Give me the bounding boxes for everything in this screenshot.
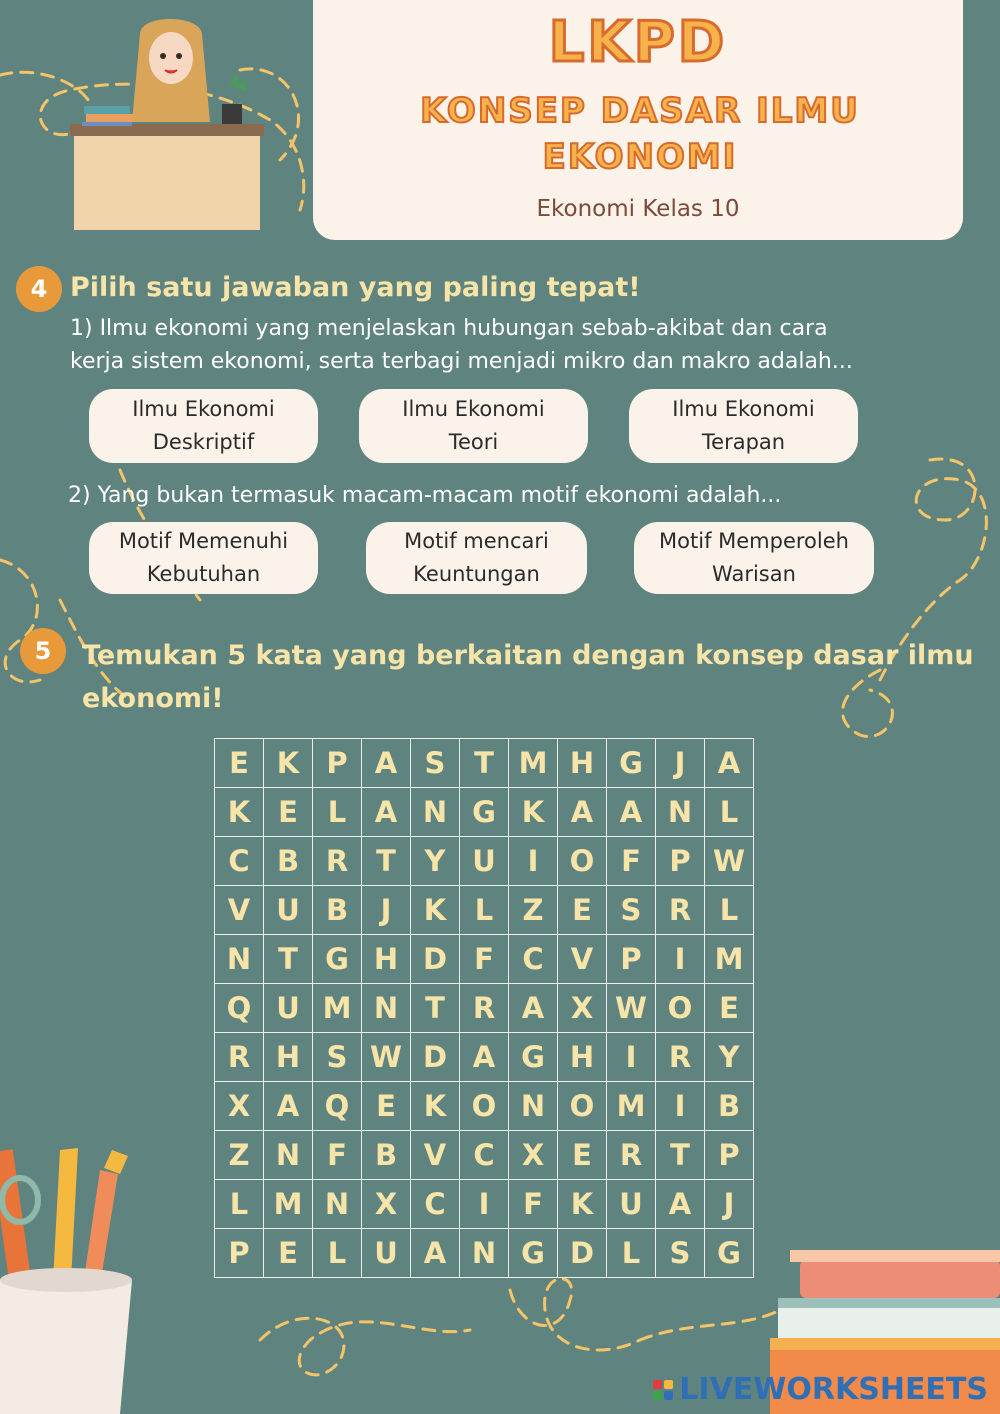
grid-cell[interactable]: V [558, 935, 607, 984]
grid-cell[interactable]: V [215, 886, 264, 935]
grid-cell[interactable]: I [607, 1033, 656, 1082]
grid-cell[interactable]: R [607, 1131, 656, 1180]
question-2-line-1: 2) Yang bukan termasuk macam-macam motif ekonomi adalah... [68, 483, 782, 508]
grid-cell[interactable]: K [509, 788, 558, 837]
grid-cell[interactable]: A [460, 1033, 509, 1082]
grid-cell[interactable]: D [558, 1229, 607, 1278]
grid-cell[interactable]: B [705, 1082, 754, 1131]
grid-cell[interactable]: O [558, 1082, 607, 1131]
grid-cell[interactable]: V [411, 1131, 460, 1180]
section-5-badge: 5 [20, 628, 66, 674]
question-1-option-1[interactable] [89, 389, 318, 463]
grid-cell[interactable]: M [705, 935, 754, 984]
grid-cell[interactable]: N [656, 788, 705, 837]
grid-cell[interactable]: X [362, 1180, 411, 1229]
question-1-option-2[interactable] [359, 389, 588, 463]
liveworksheets-watermark [653, 1372, 988, 1407]
grid-row [215, 739, 754, 788]
grid-row [215, 837, 754, 886]
grid-cell[interactable]: Z [215, 1131, 264, 1180]
grid-cell[interactable]: T [411, 984, 460, 1033]
grid-cell[interactable]: K [411, 1082, 460, 1131]
grid-cell[interactable]: M [264, 1180, 313, 1229]
section-5-instruction [82, 634, 974, 720]
grid-cell[interactable]: A [362, 788, 411, 837]
grid-cell[interactable]: G [509, 1229, 558, 1278]
grid-cell[interactable]: N [264, 1131, 313, 1180]
grid-cell[interactable]: C [215, 837, 264, 886]
grid-cell[interactable]: A [264, 1082, 313, 1131]
grid-row [215, 788, 754, 837]
grid-row [215, 886, 754, 935]
subtitle-line-1: KONSEP DASAR ILMU [420, 91, 860, 131]
grid-cell[interactable]: H [558, 739, 607, 788]
grid-cell[interactable]: R [656, 886, 705, 935]
subject-label: Ekonomi Kelas 10 [536, 196, 740, 222]
pencil-cup-illustration [0, 1130, 150, 1414]
grid-cell[interactable]: U [460, 837, 509, 886]
grid-cell[interactable]: L [313, 1229, 362, 1278]
question-2-option-3[interactable] [634, 522, 874, 594]
question-1-line-1: 1) Ilmu ekonomi yang menjelaskan hubungan sebab-akibat dan cara [70, 316, 828, 341]
grid-cell[interactable]: J [362, 886, 411, 935]
grid-cell[interactable]: N [362, 984, 411, 1033]
grid-cell[interactable]: B [264, 837, 313, 886]
grid-cell[interactable]: Y [411, 837, 460, 886]
grid-cell[interactable]: K [558, 1180, 607, 1229]
grid-cell[interactable]: L [705, 788, 754, 837]
grid-cell[interactable]: L [607, 1229, 656, 1278]
grid-cell[interactable]: T [656, 1131, 705, 1180]
grid-cell[interactable]: A [411, 1229, 460, 1278]
grid-cell[interactable]: W [607, 984, 656, 1033]
grid-cell[interactable]: L [313, 788, 362, 837]
grid-cell[interactable]: S [607, 886, 656, 935]
grid-row [215, 935, 754, 984]
watermark-text: LIVEWORKSHEETS [679, 1372, 988, 1407]
grid-row [215, 1131, 754, 1180]
teacher-illustration [70, 14, 270, 234]
grid-cell[interactable]: L [705, 886, 754, 935]
section-4-instruction: Pilih satu jawaban yang paling tepat! [70, 272, 641, 303]
grid-cell[interactable]: I [656, 1082, 705, 1131]
grid-cell[interactable]: D [411, 935, 460, 984]
grid-cell[interactable]: A [558, 788, 607, 837]
question-1-text [70, 312, 853, 378]
grid-cell[interactable]: G [705, 1229, 754, 1278]
grid-cell[interactable]: G [607, 739, 656, 788]
grid-row [215, 1180, 754, 1229]
grid-cell[interactable]: R [656, 1033, 705, 1082]
grid-cell[interactable]: N [215, 935, 264, 984]
grid-cell[interactable]: F [460, 935, 509, 984]
grid-cell[interactable]: L [215, 1180, 264, 1229]
grid-cell[interactable]: X [558, 984, 607, 1033]
option-label: Kebutuhan [146, 562, 261, 586]
word-search-grid [214, 738, 754, 1278]
grid-cell[interactable]: I [656, 935, 705, 984]
grid-cell[interactable]: C [509, 935, 558, 984]
grid-cell[interactable]: G [313, 935, 362, 984]
question-2-text [68, 479, 781, 512]
grid-cell[interactable]: T [264, 935, 313, 984]
grid-cell[interactable]: P [705, 1131, 754, 1180]
grid-cell[interactable]: I [509, 837, 558, 886]
grid-cell[interactable]: X [215, 1082, 264, 1131]
page-subtitle [360, 88, 920, 180]
grid-cell[interactable]: S [313, 1033, 362, 1082]
question-1-option-3[interactable] [629, 389, 858, 463]
grid-row [215, 1033, 754, 1082]
grid-cell[interactable]: X [509, 1131, 558, 1180]
grid-cell[interactable]: E [558, 1131, 607, 1180]
grid-cell[interactable]: M [313, 984, 362, 1033]
grid-cell[interactable]: A [362, 739, 411, 788]
option-label: Teori [448, 430, 499, 454]
grid-cell[interactable]: P [607, 935, 656, 984]
grid-cell[interactable]: T [460, 739, 509, 788]
grid-cell[interactable]: Q [215, 984, 264, 1033]
grid-cell[interactable]: P [313, 739, 362, 788]
question-2-option-2[interactable] [366, 522, 587, 594]
grid-cell[interactable]: J [656, 739, 705, 788]
option-label: Motif Memenuhi [118, 529, 289, 553]
grid-cell[interactable]: A [656, 1180, 705, 1229]
grid-cell[interactable]: E [558, 886, 607, 935]
grid-cell[interactable]: Y [705, 1033, 754, 1082]
grid-cell[interactable]: G [509, 1033, 558, 1082]
grid-cell[interactable]: N [411, 788, 460, 837]
page-title: LKPD [548, 10, 728, 75]
grid-cell[interactable]: H [362, 935, 411, 984]
option-label: Motif mencari [404, 529, 549, 553]
grid-cell[interactable]: H [264, 1033, 313, 1082]
grid-cell[interactable]: N [460, 1229, 509, 1278]
option-label: Terapan [701, 430, 786, 454]
grid-cell[interactable]: I [460, 1180, 509, 1229]
grid-cell[interactable]: S [656, 1229, 705, 1278]
grid-cell[interactable]: B [362, 1131, 411, 1180]
option-label: Motif Memperoleh [659, 529, 849, 553]
grid-cell[interactable]: O [558, 837, 607, 886]
grid-cell[interactable]: F [607, 837, 656, 886]
grid-cell[interactable]: F [509, 1180, 558, 1229]
grid-cell[interactable]: P [215, 1229, 264, 1278]
grid-cell[interactable]: N [313, 1180, 362, 1229]
grid-cell[interactable]: S [411, 739, 460, 788]
grid-cell[interactable]: E [362, 1082, 411, 1131]
option-label: Deskriptif [152, 430, 255, 454]
grid-row [215, 1082, 754, 1131]
liveworksheets-logo-icon [653, 1380, 673, 1400]
option-label: Ilmu Ekonomi [132, 397, 275, 421]
grid-cell[interactable]: B [313, 886, 362, 935]
grid-cell[interactable]: U [607, 1180, 656, 1229]
question-2-option-1[interactable] [89, 522, 318, 594]
grid-cell[interactable]: R [215, 1033, 264, 1082]
subtitle-line-2: EKONOMI [542, 137, 738, 177]
grid-cell[interactable]: F [313, 1131, 362, 1180]
grid-cell[interactable]: E [705, 984, 754, 1033]
question-1-line-2: kerja sistem ekonomi, serta terbagi menjadi mikro dan makro adalah... [70, 349, 853, 374]
grid-row [215, 1229, 754, 1278]
grid-cell[interactable]: Q [313, 1082, 362, 1131]
grid-cell[interactable]: O [460, 1082, 509, 1131]
grid-cell[interactable]: G [460, 788, 509, 837]
grid-row [215, 984, 754, 1033]
section-5-instruction-line-2: ekonomi! [82, 683, 224, 714]
grid-cell[interactable]: J [705, 1180, 754, 1229]
grid-cell[interactable]: W [362, 1033, 411, 1082]
grid-cell[interactable]: M [509, 739, 558, 788]
grid-cell[interactable]: K [264, 739, 313, 788]
grid-cell[interactable]: C [460, 1131, 509, 1180]
grid-cell[interactable]: R [313, 837, 362, 886]
option-label: Ilmu Ekonomi [672, 397, 815, 421]
grid-cell[interactable]: A [509, 984, 558, 1033]
grid-cell[interactable]: P [656, 837, 705, 886]
grid-cell[interactable]: W [705, 837, 754, 886]
grid-cell[interactable]: U [264, 984, 313, 1033]
section-5-instruction-line-1: Temukan 5 kata yang berkaitan dengan konsep dasar ilmu [82, 640, 974, 671]
grid-cell[interactable]: Z [509, 886, 558, 935]
grid-cell[interactable]: E [264, 788, 313, 837]
option-label: Warisan [712, 562, 796, 586]
grid-cell[interactable]: L [460, 886, 509, 935]
grid-cell[interactable]: T [362, 837, 411, 886]
grid-cell[interactable]: C [411, 1180, 460, 1229]
grid-cell[interactable]: R [460, 984, 509, 1033]
grid-cell[interactable]: U [362, 1229, 411, 1278]
grid-cell[interactable]: A [607, 788, 656, 837]
grid-cell[interactable]: U [264, 886, 313, 935]
option-label: Keuntungan [413, 562, 540, 586]
grid-cell[interactable]: M [607, 1082, 656, 1131]
grid-cell[interactable]: E [264, 1229, 313, 1278]
grid-cell[interactable]: H [558, 1033, 607, 1082]
option-label: Ilmu Ekonomi [402, 397, 545, 421]
grid-cell[interactable]: E [215, 739, 264, 788]
grid-cell[interactable]: O [656, 984, 705, 1033]
grid-cell[interactable]: D [411, 1033, 460, 1082]
section-4-badge: 4 [16, 266, 62, 312]
grid-cell[interactable]: A [705, 739, 754, 788]
grid-cell[interactable]: N [509, 1082, 558, 1131]
grid-cell[interactable]: K [215, 788, 264, 837]
grid-cell[interactable]: K [411, 886, 460, 935]
